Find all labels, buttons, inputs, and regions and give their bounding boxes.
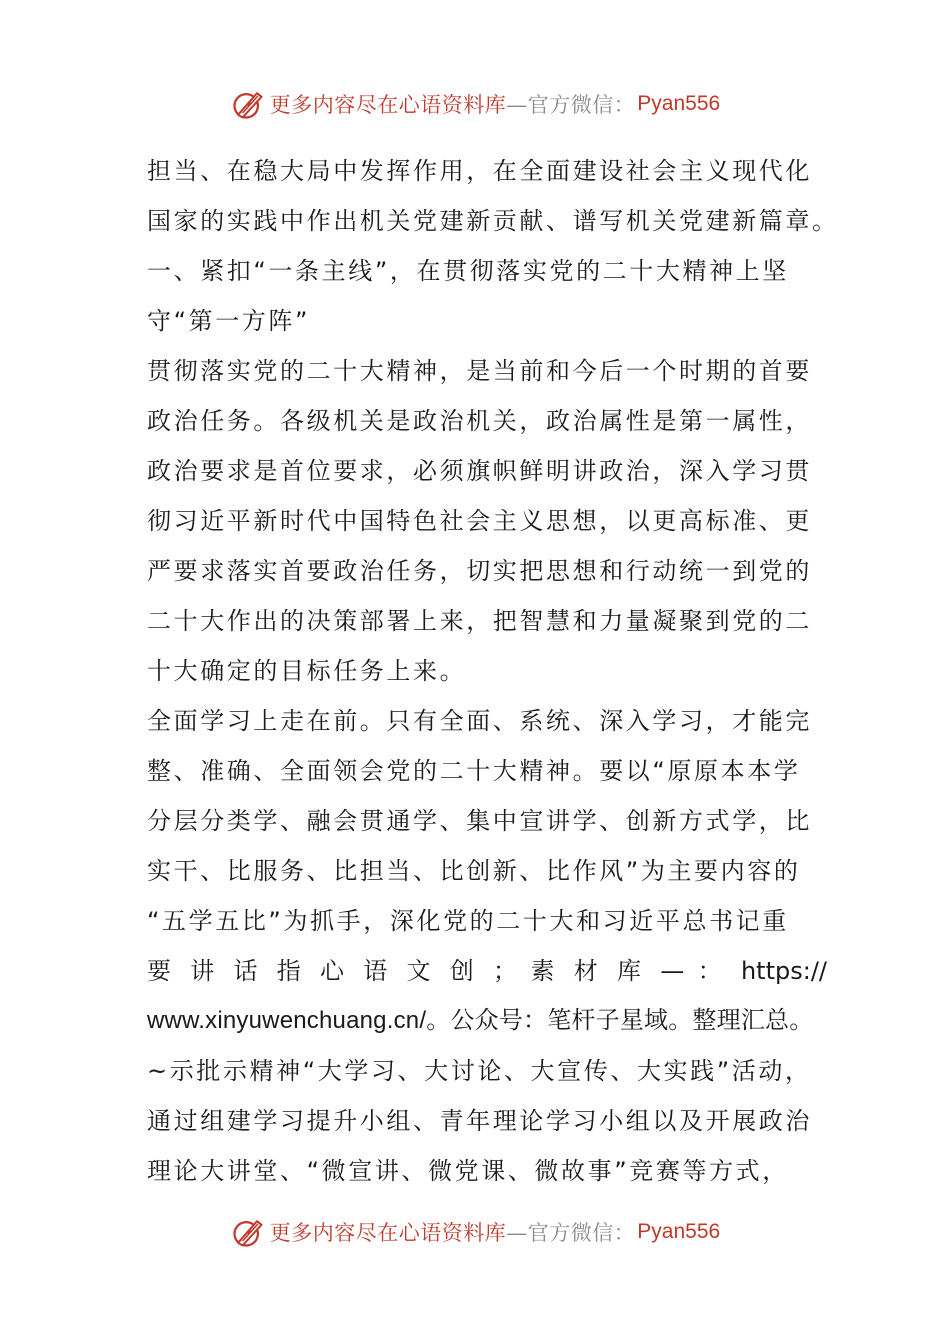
body-line: 实干、比服务、比担当、比创新、比作风”为主要内容的: [147, 857, 801, 885]
footer-wechat-id: Pyan556: [637, 1220, 721, 1243]
header-brand-text: 更多内容尽在心语资料库: [269, 93, 507, 117]
footer-official-label: —官方微信：: [506, 1221, 636, 1245]
body-line: 政治要求是首位要求，必须旗帜鲜明讲政治，深入学习贯: [147, 457, 812, 485]
body-line: 严要求落实首要政治任务，切实把思想和行动统一到党的: [147, 557, 812, 585]
header-banner: [0, 82, 950, 126]
section-heading-line: 守“第一方阵”: [147, 307, 311, 335]
body-line: 通过组建学习提升小组、青年理论学习小组以及开展政治: [147, 1107, 812, 1135]
body-line: “五学五比”为抓手，深化党的二十大和习近平总书记重: [147, 907, 789, 935]
body-line: 二十大作出的决策部署上来，把智慧和力量凝聚到党的二: [147, 607, 812, 635]
footer-banner: [0, 1210, 950, 1254]
body-line: 政治任务。各级机关是政治机关，政治属性是第一属性，: [147, 407, 812, 435]
body-line: 国家的实践中作出机关党建新贡献、谱写机关党建新篇章。: [147, 207, 839, 235]
body-line: 十大确定的目标任务上来。: [147, 657, 467, 685]
body-line: 分层分类学、融会贯通学、集中宣讲学、创新方式学，比: [147, 807, 812, 835]
pen-nib-logo-icon: [230, 1214, 266, 1250]
body-line: 理论大讲堂、“微宣讲、微党课、微故事”竞赛等方式，: [147, 1157, 789, 1185]
header-wechat-id: Pyan556: [637, 92, 721, 115]
footer-brand-text: 更多内容尽在心语资料库: [269, 1221, 507, 1245]
body-line: 整、准确、全面领会党的二十大精神。要以“原原本本学: [147, 757, 801, 785]
body-line-url: www.xinyuwenchuang.cn/。公众号：笔杆子星域。整理汇总。: [147, 1007, 814, 1034]
section-heading-line: 一、紧扣“一条主线”，在贯彻落实党的二十大精神上坚: [147, 257, 789, 285]
header-official-label: —官方微信：: [506, 93, 636, 117]
body-line: 担当、在稳大局中发挥作用，在全面建设社会主义现代化: [147, 157, 812, 185]
body-line-justified: 要 讲 话 指 心 语 文 创 ； 素 材 库 — ： https://: [147, 957, 827, 985]
document-body: [147, 146, 839, 1196]
body-line: 全面学习上走在前。只有全面、系统、深入学习，才能完: [147, 707, 812, 735]
body-line: 贯彻落实党的二十大精神，是当前和今后一个时期的首要: [147, 357, 812, 385]
body-line: 彻习近平新时代中国特色社会主义思想，以更高标准、更: [147, 507, 812, 535]
pen-nib-logo-icon: [230, 86, 266, 122]
body-line: ~示批示精神“大学习、大讨论、大宣传、大实践”活动，: [147, 1057, 812, 1085]
